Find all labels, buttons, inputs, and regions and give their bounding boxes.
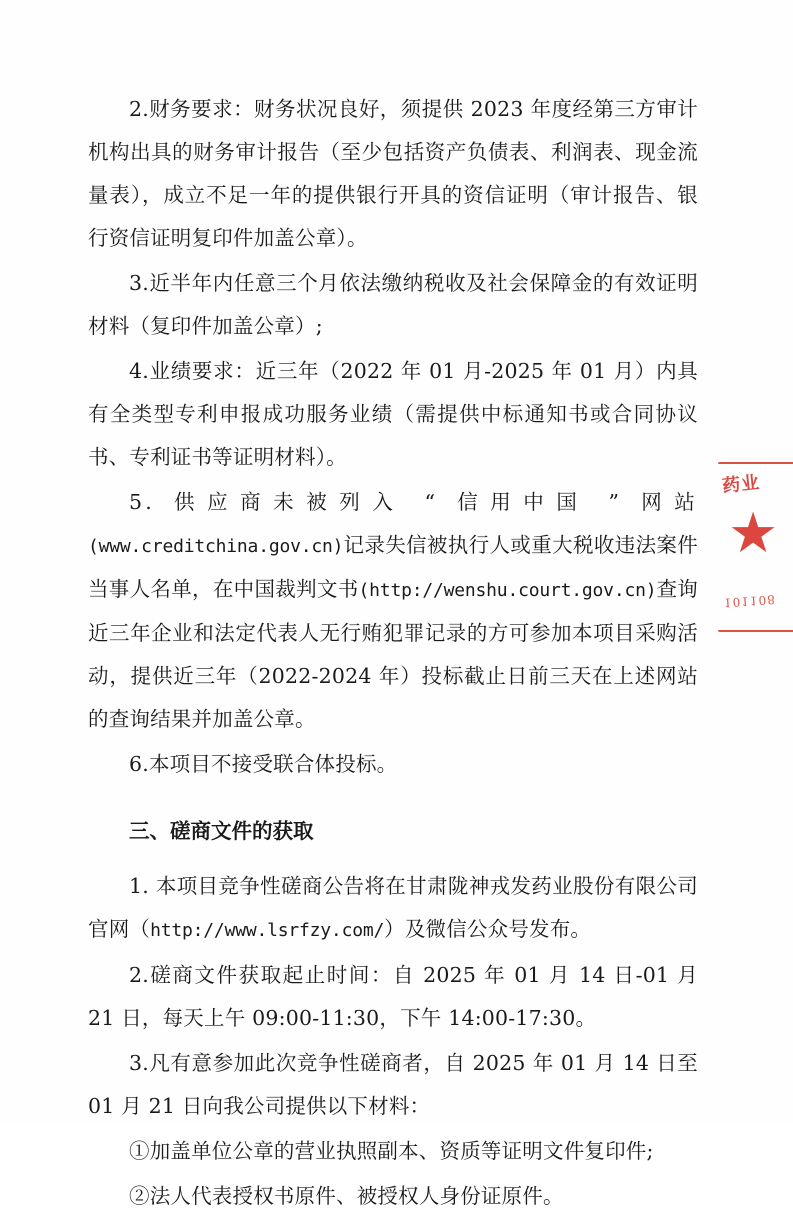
paragraph-document-acquisition-time: 2.磋商文件获取起止时间：自 2025 年 01 月 14 日-01 月 21 日，每天上午 09:00-11:30，下午 14:00-17:30。 [88, 963, 698, 1030]
wenshu-court-url: (http://wenshu.court.gov.cn) [358, 580, 657, 601]
red-seal-stamp [718, 462, 793, 630]
stamp-star-glyph: ★ [728, 501, 779, 566]
announcement-text-before: 1. 本项目竞争性磋商公告将在甘肃陇神戎发药业股份有限公司官网（ [88, 874, 698, 941]
stamp-top-text: 药业 [721, 472, 762, 497]
credit-check-text-mid: 记录失信被执行人或重大税收违法案件当事人名单，在中国裁判文书 [88, 533, 698, 601]
credit-check-text-after: 查询近三年企业和法定代表人无行贿犯罪记录的方可参加本项目采购活动，提供近三年（2022-2024 年）投标截止日前三天在上述网站的查询结果并加盖公章。 [88, 577, 698, 731]
stamp-bottom-text: 101108 [723, 592, 777, 610]
stamp-border [718, 462, 793, 632]
paragraph-tax-social-security: 3.近半年内任意三个月依法缴纳税收及社会保障金的有效证明材料（复印件加盖公章）; [88, 271, 698, 338]
paragraph-no-consortium: 6.本项目不接受联合体投标。 [129, 752, 398, 776]
list-item-material-1: ①加盖单位公章的营业执照副本、资质等证明文件复印件; [129, 1139, 654, 1163]
section-spacer [88, 788, 698, 810]
credit-check-text-before: 5. 供应商未被列入 “ 信用中国 ” 网站 [129, 490, 698, 514]
list-item-material-2: ②法人代表授权书原件、被授权人身份证原件。 [129, 1184, 564, 1208]
heading-spacer [88, 853, 698, 865]
paragraph-credit-check [88, 481, 698, 741]
announcement-text-after: ）及微信公众号发布。 [384, 917, 592, 941]
paragraph-submission-materials-intro: 3.凡有意参加此次竞争性磋商者，自 2025 年 01 月 14 日至 01 月 21 日向我公司提供以下材料： [88, 1051, 698, 1118]
creditchina-url: (www.creditchina.gov.cn) [88, 536, 344, 557]
section-heading-document-acquisition: 三、磋商文件的获取 [129, 819, 314, 843]
paragraph-announcement-channel [88, 865, 698, 952]
company-website-url: http://www.lsrfzy.com/ [150, 920, 385, 941]
paragraph-finance-requirement: 2.财务要求：财务状况良好，须提供 2023 年度经第三方审计机构出具的财务审计报告（至少包括资产负债表、利润表、现金流量表），成立不足一年的提供银行开具的资信证明（审计报告、银行资信证明复印件加盖公章）。 [88, 97, 698, 250]
document-body [88, 88, 698, 1220]
paragraph-performance-requirement: 4.业绩要求：近三年（2022 年 01 月-2025 年 01 月）内具有全类型专利申报成功服务业绩（需提供中标通知书或合同协议书、专利证书等证明材料）。 [88, 359, 698, 469]
